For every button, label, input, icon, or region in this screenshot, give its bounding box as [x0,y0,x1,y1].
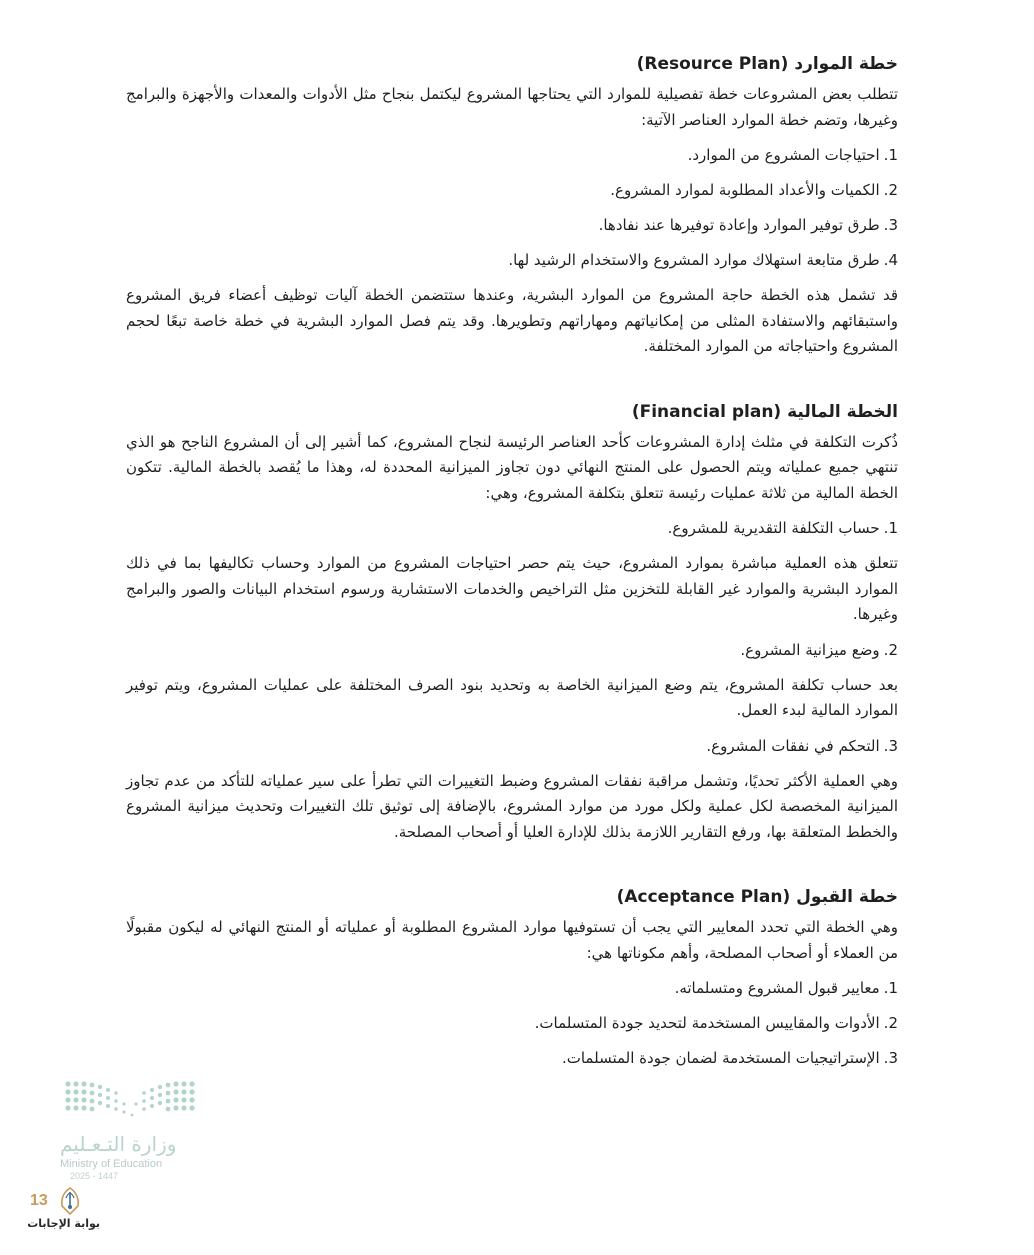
section-title-ar: الخطة المالية [787,401,898,422]
section-title-ar: خطة القبول [796,887,898,907]
list-item: 1.حساب التكلفة التقديرية للمشروع. [667,519,898,537]
section-title-en: (Acceptance Plan) [616,887,791,907]
list-item: 2.الأدوات والمقاييس المستخدمة لتحديد جودة المتسلمات. [534,1014,898,1032]
ministry-name-ar: وزارة التـعـليم [60,1132,177,1156]
section-title-en: (Resource Plan) [636,54,789,74]
page-number: 13 [30,1192,48,1209]
list-item: 1.معايير قبول المشروع ومتسلماته. [674,979,898,997]
list-item-description: وهي العملية الأكثر تحديًا، وتشمل مراقبة نفقات المشروع وضبط التغييرات التي تطرأ على سير عملياته للتأكد من عدم تجاوز الميزانية المخصصة لكل عملية ولكل مورد من موارد المشروع، بالإضافة إلى توثيق تلك التغييرات وتحديث ميزانية المشروع والخطط المتعلقة بها، ورفع التقارير اللازمة بذلك للإدارة العليا أو أصحاب المصلحة. [126,771,898,841]
list-item-description: بعد حساب تكلفة المشروع، يتم وضع الميزانية الخاصة به وتحديد بنود الصرف المختلفة على عمليات المشروع، ويتم توفير الموارد المالية لبدء العمل. [126,675,898,719]
edition-year: 2025 - 1447 [70,1171,119,1181]
section-title-ar: خطة الموارد [794,54,898,74]
list-item: 3.التحكم في نفقات المشروع. [706,736,898,755]
section-title-en: (Financial plan) [631,401,782,422]
list-item: 3.طرق توفير الموارد وإعادة توفيرها عند نفادها. [598,216,898,234]
financial-intro: ذُكرت التكلفة في مثلث إدارة المشروعات كأحد العناصر الرئيسة لنجاح المشروع، كما أشير إلى أن المشروع الناجح هو الذي تنتهي جميع عملياته ويتم الحصول على المنتج النهائي دون تجاوز الميزانية المحددة له، وهذا ما يُقصد بالخطة المالية. تتكون الخطة المالية من ثلاثة عمليات رئيسة تتعلق بتكلفة المشروع، وهي: [126,432,898,502]
list-item: 1.احتياجات المشروع من الموارد. [687,146,898,164]
watermark-text: بوابة الإجابات [27,1217,100,1230]
pen-nib-icon [55,1186,85,1216]
list-item-description: تتعلق هذه العملية مباشرة بموارد المشروع، حيث يتم حصر احتياجات المشروع من الموارد وحساب تكاليفها بما في ذلك الموارد البشرية والموارد غير القابلة للتخزين مثل التراخيص والخدمات الاستشارية ورسوم استخدام البيانات والصور والبرامج وغيرها. [126,554,898,623]
ministry-logo [60,1078,210,1181]
resource-closing: قد تشمل هذه الخطة حاجة المشروع من الموارد البشرية، وعندها ستتضمن الخطة آليات توظيف أعضاء فريق المشروع واستبقائهم والاستفادة المثلى من إمكانياتهم ومهاراتهم وتطويرها. وقد يتم فصل الموارد البشرية في خطة خاصة تبعًا لحجم المشروع واحتياجاته من الموارد المختلفة. [126,286,898,355]
acceptance-intro: وهي الخطة التي تحدد المعايير التي يجب أن تستوفيها موارد المشروع المطلوبة أو عملياته أو المنتج النهائي له ليكون مقبولًا من العملاء أو أصحاب المصلحة، وأهم مكوناتها هي: [126,918,898,962]
section-title-resource-plan [126,50,898,78]
document-page [126,50,898,1081]
list-item: 2.وضع ميزانية المشروع. [740,640,898,659]
resource-intro: تتطلب بعض المشروعات خطة تفصيلية للموارد التي يحتاجها المشروع ليكتمل بنجاح مثل الأدوات والمعدات والأجهزة والبرامج وغيرها، وتضم خطة الموارد العناصر الآتية: [126,85,898,129]
ministry-dots-icon [60,1078,200,1122]
list-item: 4.طرق متابعة استهلاك موارد المشروع والاستخدام الرشيد لها. [508,251,898,269]
section-title-acceptance-plan [126,883,898,911]
list-item: 3.الإستراتيجيات المستخدمة لضمان جودة المتسلمات. [561,1049,898,1067]
list-item: 2.الكميات والأعداد المطلوبة لموارد المشروع. [610,181,898,199]
ministry-name-en: Ministry of Education [60,1158,163,1170]
section-title-financial-plan [126,398,898,426]
